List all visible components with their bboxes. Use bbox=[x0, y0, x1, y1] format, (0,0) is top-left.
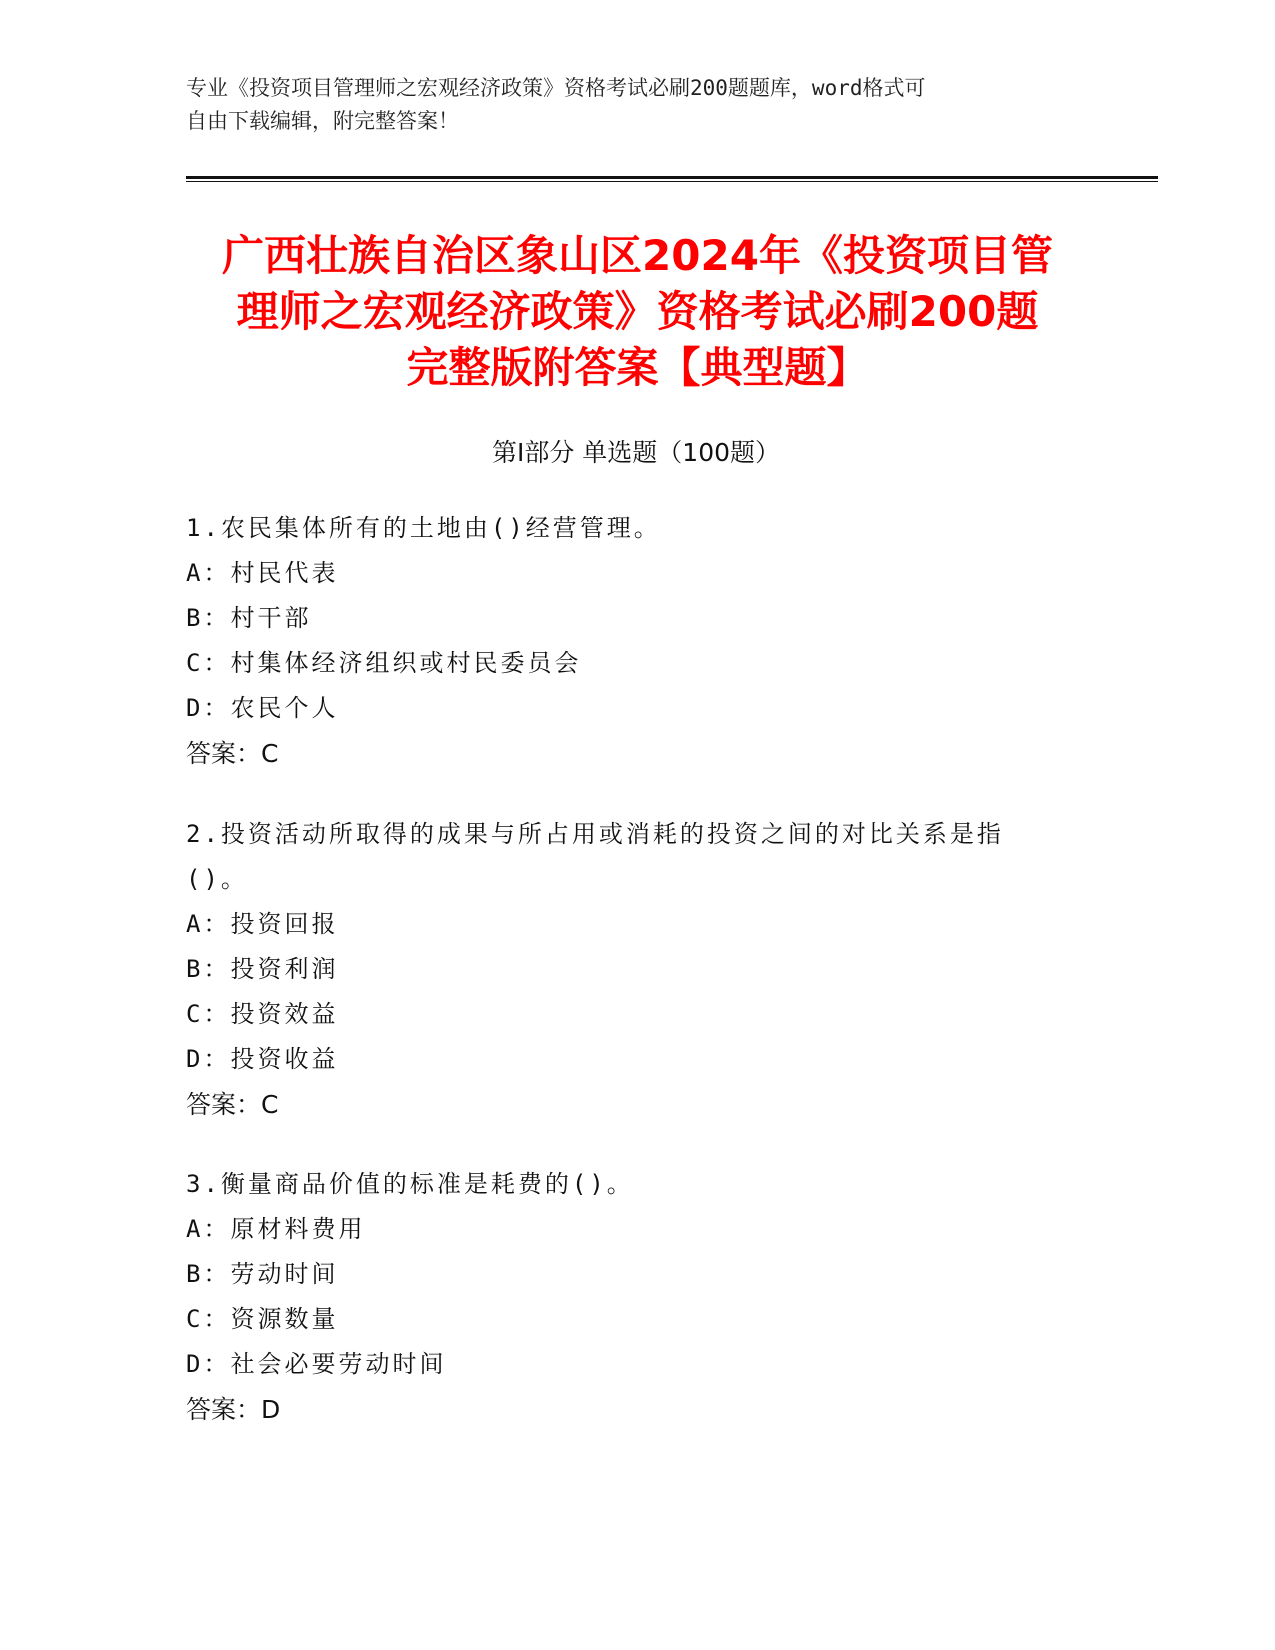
document-title-line-1: 广西壮族自治区象山区2024年《投资项目管 bbox=[222, 231, 1053, 280]
option-d: D：农民个人 bbox=[186, 694, 339, 722]
header-divider-thin bbox=[186, 181, 1158, 182]
question-stem: 3.衡量商品价值的标准是耗费的()。 bbox=[186, 1170, 634, 1198]
answer: 答案：D bbox=[186, 1395, 281, 1424]
option-b: B：劳动时间 bbox=[186, 1260, 339, 1288]
option-a: A：投资回报 bbox=[186, 910, 339, 938]
section-heading: 第Ⅰ部分 单选题（100题） bbox=[491, 438, 781, 467]
option-b: B：投资利润 bbox=[186, 955, 339, 983]
option-d: D：投资收益 bbox=[186, 1045, 339, 1073]
option-b: B：村干部 bbox=[186, 604, 312, 632]
document-title-line-2: 理师之宏观经济政策》资格考试必刷200题 bbox=[236, 287, 1039, 336]
option-c: C：投资效益 bbox=[186, 1000, 339, 1028]
option-d: D：社会必要劳动时间 bbox=[186, 1350, 447, 1378]
answer: 答案：C bbox=[186, 739, 279, 768]
answer: 答案：C bbox=[186, 1090, 279, 1119]
question-stem: 1.农民集体所有的土地由()经营管理。 bbox=[186, 514, 661, 542]
option-c: C：资源数量 bbox=[186, 1305, 339, 1333]
document-title bbox=[150, 228, 1125, 396]
question-2 bbox=[186, 812, 1086, 1127]
document-title-line-3: 完整版附答案【典型题】 bbox=[406, 343, 869, 392]
question-stem-continuation: ()。 bbox=[186, 865, 248, 893]
option-a: A：村民代表 bbox=[186, 559, 339, 587]
question-1 bbox=[186, 506, 1086, 776]
header-note bbox=[186, 72, 1066, 138]
option-c: C：村集体经济组织或村民委员会 bbox=[186, 649, 582, 677]
option-a: A：原材料费用 bbox=[186, 1215, 366, 1243]
header-divider-thick bbox=[186, 176, 1158, 179]
header-note-line-1: 专业《投资项目管理师之宏观经济政策》资格考试必刷200题题库，word格式可 bbox=[186, 76, 926, 100]
question-3 bbox=[186, 1162, 1086, 1432]
header-note-line-2: 自由下载编辑，附完整答案！ bbox=[186, 109, 459, 133]
question-stem: 2.投资活动所取得的成果与所占用或消耗的投资之间的对比关系是指 bbox=[186, 820, 1004, 848]
